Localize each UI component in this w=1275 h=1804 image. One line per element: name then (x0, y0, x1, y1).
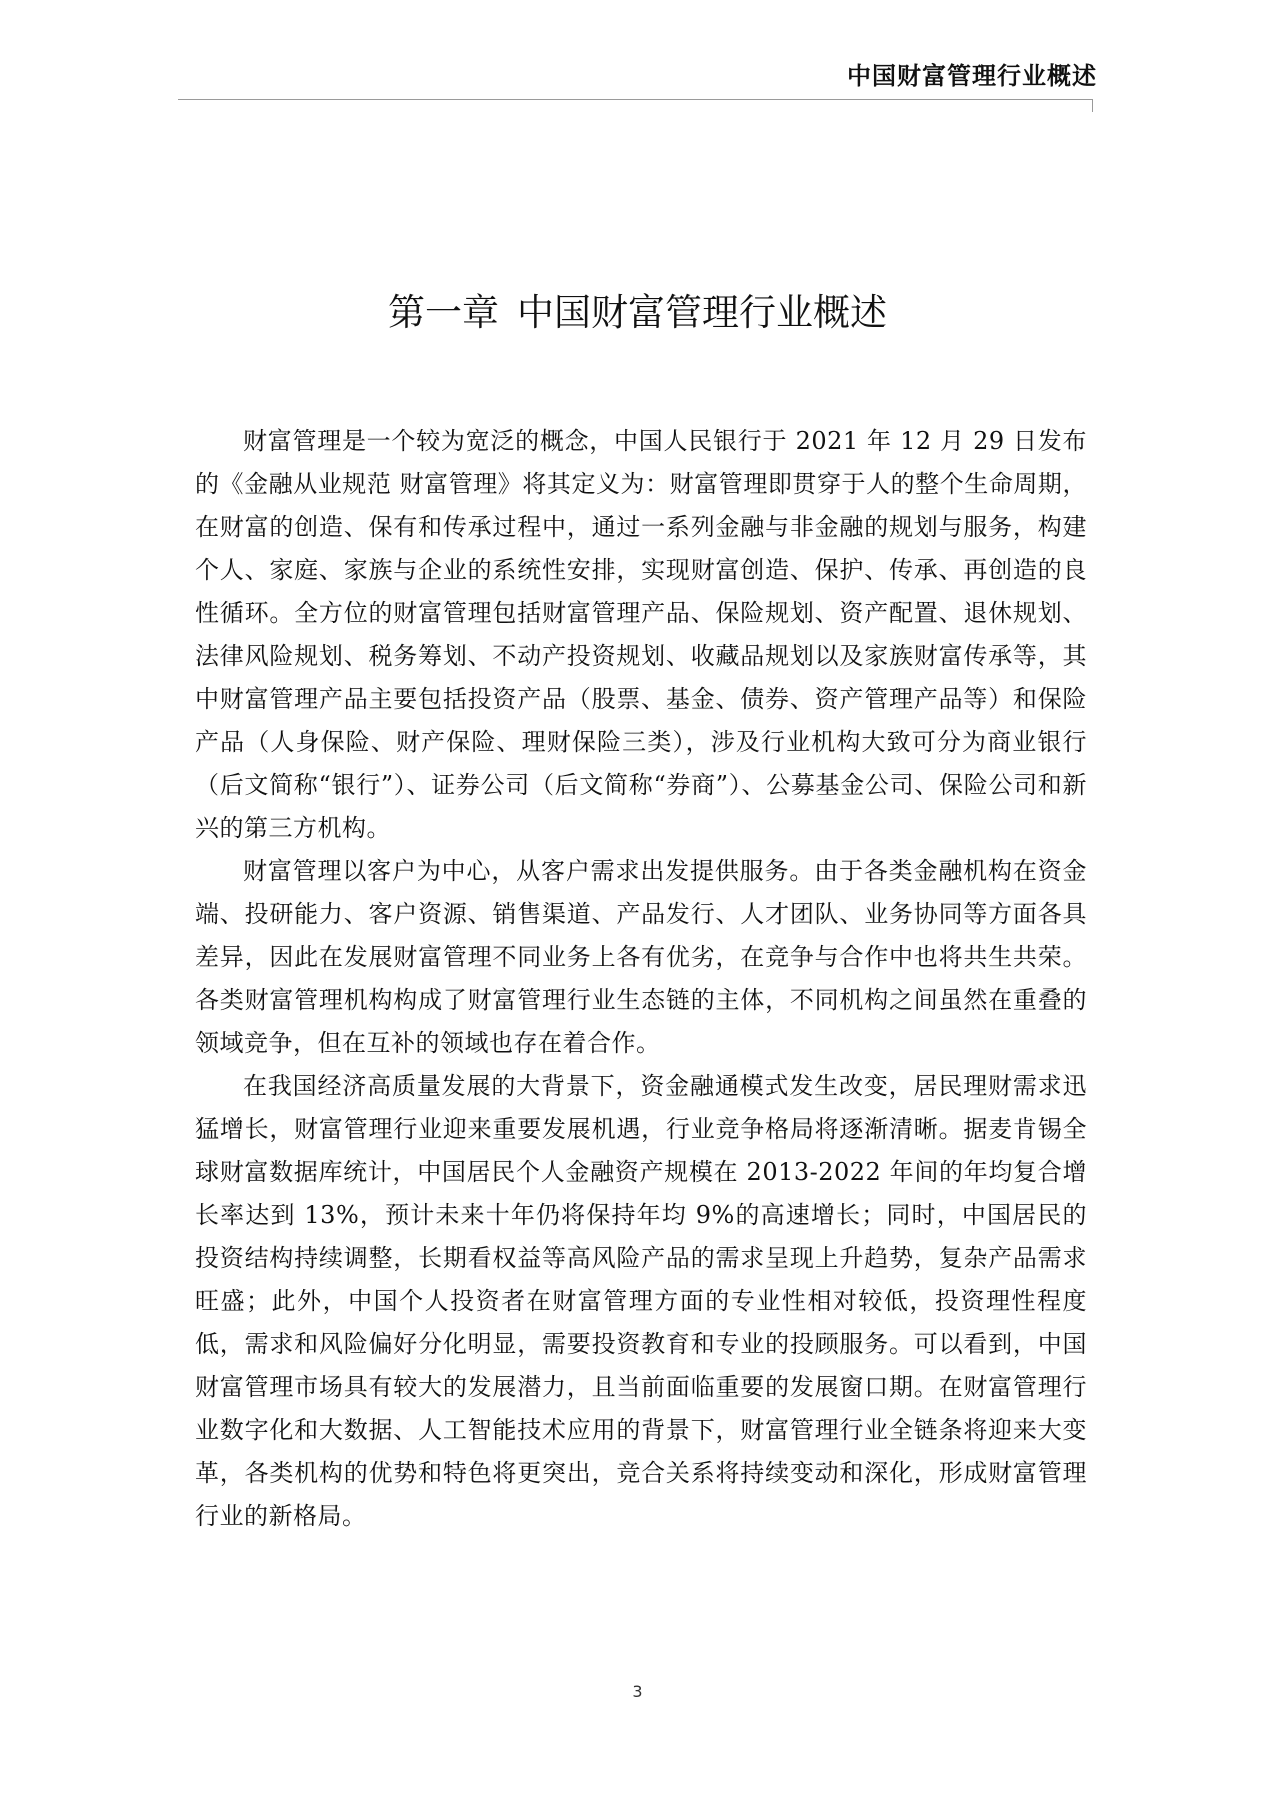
running-header-title: 中国财富管理行业概述 (847, 61, 1097, 90)
page-number: 3 (632, 1682, 643, 1701)
chapter-heading (0, 282, 1275, 336)
chapter-body (195, 420, 1087, 1538)
body-paragraph-3: 在我国经济高质量发展的大背景下，资金融通模式发生改变，居民理财需求迅猛增长，财富管理行业迎来重要发展机遇，行业竞争格局将逐渐清晰。据麦肯锡全球财富数据库统计，中国居民个人金融资产规模在 2013-2022 年间的年均复合增长率达到 13%，预计未来十年仍将保持年均 9%的高速增长；同时，中国居民的投资结构持续调整，长期看权益等高风险产品的需求呈现上升趋势，复杂产品需求旺盛；此外，中国个人投资者在财富管理方面的专业性相对较低，投资理性程度低，需求和风险偏好分化明显，需要投资教育和专业的投顾服务。可以看到，中国财富管理市场具有较大的发展潜力，且当前面临重要的发展窗口期。在财富管理行业数字化和大数据、人工智能技术应用的背景下，财富管理行业全链条将迎来大变革，各类机构的优势和特色将更突出，竞合关系将持续变动和深化，形成财富管理行业的新格局。 (195, 1072, 1087, 1530)
header-divider (178, 99, 1093, 100)
body-paragraph-2: 财富管理以客户为中心，从客户需求出发提供服务。由于各类金融机构在资金端、投研能力、客户资源、销售渠道、产品发行、人才团队、业务协同等方面各具差异，因此在发展财富管理不同业务上各有优劣，在竞争与合作中也将共生共荣。各类财富管理机构构成了财富管理行业生态链的主体，不同机构之间虽然在重叠的领域竞争，但在互补的领域也存在着合作。 (195, 857, 1087, 1057)
chapter-number-label: 第一章 (388, 291, 499, 334)
chapter-title: 中国财富管理行业概述 (517, 291, 887, 334)
header-divider-tick (1092, 99, 1093, 112)
body-paragraph-1: 财富管理是一个较为宽泛的概念，中国人民银行于 2021 年 12 月 29 日发布的《金融从业规范 财富管理》将其定义为：财富管理即贯穿于人的整个生命周期，在财富的创造、保有和传承过程中，通过一系列金融与非金融的规划与服务，构建个人、家庭、家族与企业的系统性安排，实现财富创造、保护、传承、再创造的良性循环。全方位的财富管理包括财富管理产品、保险规划、资产配置、退休规划、法律风险规划、税务筹划、不动产投资规划、收藏品规划以及家族财富传承等，其中财富管理产品主要包括投资产品（股票、基金、债券、资产管理产品等）和保险产品（人身保险、财产保险、理财保险三类），涉及行业机构大致可分为商业银行（后文简称“银行”）、证券公司（后文简称“券商”）、公募基金公司、保险公司和新兴的第三方机构。 (195, 427, 1087, 842)
